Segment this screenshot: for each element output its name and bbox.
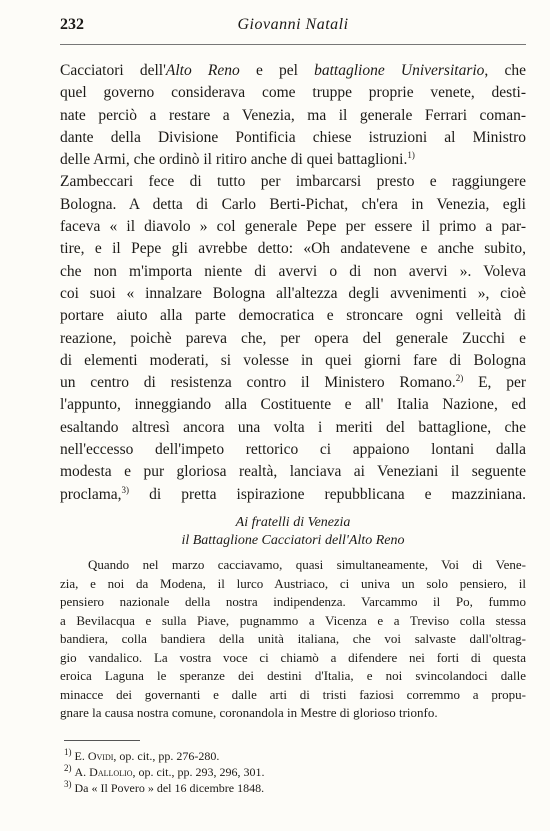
- proclamation-line: gio vandalico. La vostra voce ci chiamò a difendere nei forti di questa: [60, 649, 526, 665]
- body-line: proclama,$^{3)}$ di pretta ispirazione repubblicana e mazziniana.: [60, 484, 526, 503]
- proclamation-title: [60, 514, 526, 550]
- running-head: Giovanni Natali: [237, 16, 349, 33]
- footnote-ref-1[interactable]: 1): [407, 150, 415, 161]
- body-line: Zambeccari fece di tutto per imbarcarsi presto e raggiungere: [60, 173, 526, 191]
- proclamation-line: a Bevilacqua e sulla Piave, pugnammo a Vicenza e a Treviso colla stessa: [60, 612, 526, 628]
- body-line: Bologna. A detta di Carlo Berti-Pichat, ch'era in Venezia, egli: [60, 195, 526, 213]
- footnote-ref-3[interactable]: 3): [121, 484, 130, 495]
- body-line: nate perciò a restare a Venezia, ma il generale Ferrari coman-: [60, 106, 526, 124]
- body-line: faceva « il diavolo » col generale Pepe per essere il primo a par-: [60, 218, 526, 236]
- body-line: che non m'importa niente di avervi o di non avervi ». Voleva: [60, 262, 526, 280]
- body-line: l'appunto, inneggiando alla Costituente e all' Italia Nazione, ed: [60, 396, 526, 414]
- body-line: modesta e pur gloriosa realtà, lanciava ai Veneziani il seguente: [60, 463, 526, 481]
- proclamation-line: bandiera, colla bandiera della unità italiana, che voi salvaste dall'oltrag-: [60, 631, 526, 646]
- body-line: tire, e il Pepe gli avrebbe detto: «Oh andatevene e anche subito,: [60, 240, 526, 258]
- proclamation-line: zia, e noi da Modena, il lurco Austriaco, ci univa un solo pensiero, il: [60, 575, 526, 591]
- body-line: quel governo considerava come truppe proprie venete, desti-: [60, 84, 526, 102]
- body-line: reazione, poichè pareva che, per opera del generale Zucchi e: [60, 329, 526, 347]
- body-line: dante della Divisione Pontificia chiese istruzioni al Ministro: [60, 128, 526, 146]
- body-line: nell'eccesso dell'impeto rettorico ci appaiono lontani dalla: [60, 441, 526, 459]
- body-line: di elementi moderati, si volesse in quei giorni fare di Bologna: [60, 351, 526, 369]
- body-line: un centro di resistenza contro il Ministero Romano.$^{2)}$ E, per: [60, 373, 526, 392]
- footnotes: [64, 748, 494, 796]
- footnote-3: $^{3)}$ Da « Il Povero » del 16 dicembre 1848.: [64, 779, 265, 795]
- footnote-2: $^{2)}$ A. Dallolio, op. cit., pp. 293, 296, 301.: [64, 763, 265, 779]
- body-line: Cacciatori dell'Alto Reno e pel battaglione Universitario, che: [60, 62, 526, 79]
- proclamation-title-line-1: Ai fratelli di Venezia: [235, 515, 351, 530]
- proclamation-line: Quando nel marzo cacciavamo, quasi simultaneamente, Voi di Vene-: [88, 557, 526, 572]
- proclamation-line: minacce dei governanti e dalle arti di tristi faziosi corremmo a propu-: [60, 686, 526, 702]
- body-line: portare aiuto alla parte democratica e stroncare ogni velleità di: [60, 307, 526, 325]
- body-line: esaltando altresì ancora una volta i meriti del battaglione, che: [60, 418, 526, 436]
- page-number: 232: [60, 16, 84, 33]
- proclamation-title-line-2: il Battaglione Cacciatori dell'Alto Reno: [181, 533, 405, 548]
- proclamation-text: [60, 556, 526, 723]
- body-line: delle Armi, che ordinò il ritiro anche di quei battaglioni.$^{1)}$: [60, 150, 415, 169]
- footnote-1: $^{1)}$ E. Ovidi, op. cit., pp. 276-280.: [64, 747, 220, 763]
- proclamation-line: gnare la causa nostra comune, coronandola in Mestre di glorioso trionfo.: [60, 705, 438, 720]
- footnote-rule: [64, 740, 140, 741]
- header-rule: [60, 44, 526, 45]
- footnote-ref-2[interactable]: 2): [455, 373, 464, 383]
- page-header: [60, 16, 526, 38]
- proclamation-line: eroica Laguna le speranze dei destini d'Italia, e noi svincolandoci dalle: [60, 668, 526, 683]
- body-line: coi suoi « innalzare Bologna all'altezza degli avvenimenti », cioè: [60, 284, 526, 302]
- body-text: [60, 60, 526, 506]
- proclamation-line: pensiero nazionale della nostra indipendenza. Varcammo il Po, fummo: [60, 594, 526, 609]
